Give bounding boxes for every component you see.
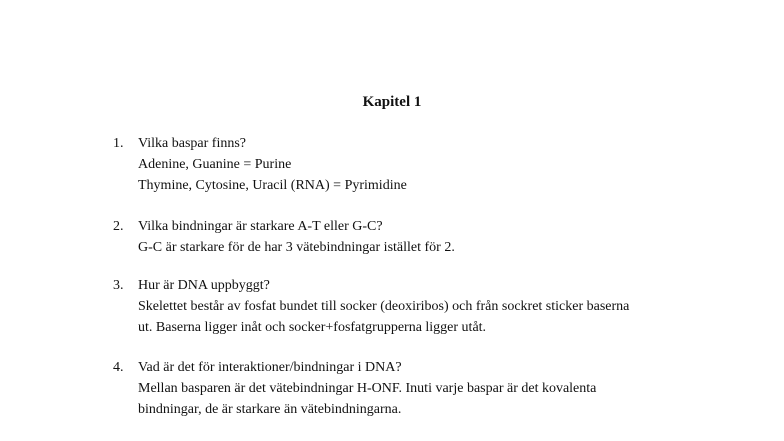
question-item-4 bbox=[113, 357, 673, 420]
item-number: 1. bbox=[113, 136, 124, 151]
question-row bbox=[113, 357, 673, 420]
item-number: 2. bbox=[113, 219, 124, 234]
page-title: Kapitel 1 bbox=[362, 94, 422, 110]
answer-line: Skelettet består av fosfat bundet till socker (deoxiribos) och från sockret sticker baserna bbox=[138, 299, 630, 314]
answer-line: G-C är starkare för de har 3 vätebindningar istället för 2. bbox=[138, 240, 455, 255]
question-text: Vad är det för interaktioner/bindningar i DNA? bbox=[138, 360, 402, 375]
answer-line: Adenine, Guanine = Purine bbox=[138, 157, 292, 172]
question-row bbox=[113, 275, 673, 338]
item-number: 3. bbox=[113, 278, 124, 293]
answer-line: ut. Baserna ligger inåt och socker+fosfatgrupperna ligger utåt. bbox=[138, 320, 487, 335]
question-row bbox=[113, 133, 673, 196]
answer-line: bindningar, de är starkare än vätebindningarna. bbox=[138, 402, 402, 417]
question-item-1 bbox=[113, 133, 673, 196]
question-text: Hur är DNA uppbyggt? bbox=[138, 278, 270, 293]
item-number: 4. bbox=[113, 360, 124, 375]
question-row bbox=[113, 216, 673, 258]
question-text: Vilka baspar finns? bbox=[138, 136, 247, 151]
answer-line: Thymine, Cytosine, Uracil (RNA) = Pyrimidine bbox=[138, 178, 407, 193]
question-item-3 bbox=[113, 275, 673, 338]
question-text: Vilka bindningar är starkare A-T eller G-C? bbox=[138, 219, 383, 234]
question-item-2 bbox=[113, 216, 673, 258]
answer-line: Mellan basparen är det vätebindningar H-ONF. Inuti varje baspar är det kovalenta bbox=[138, 381, 597, 396]
